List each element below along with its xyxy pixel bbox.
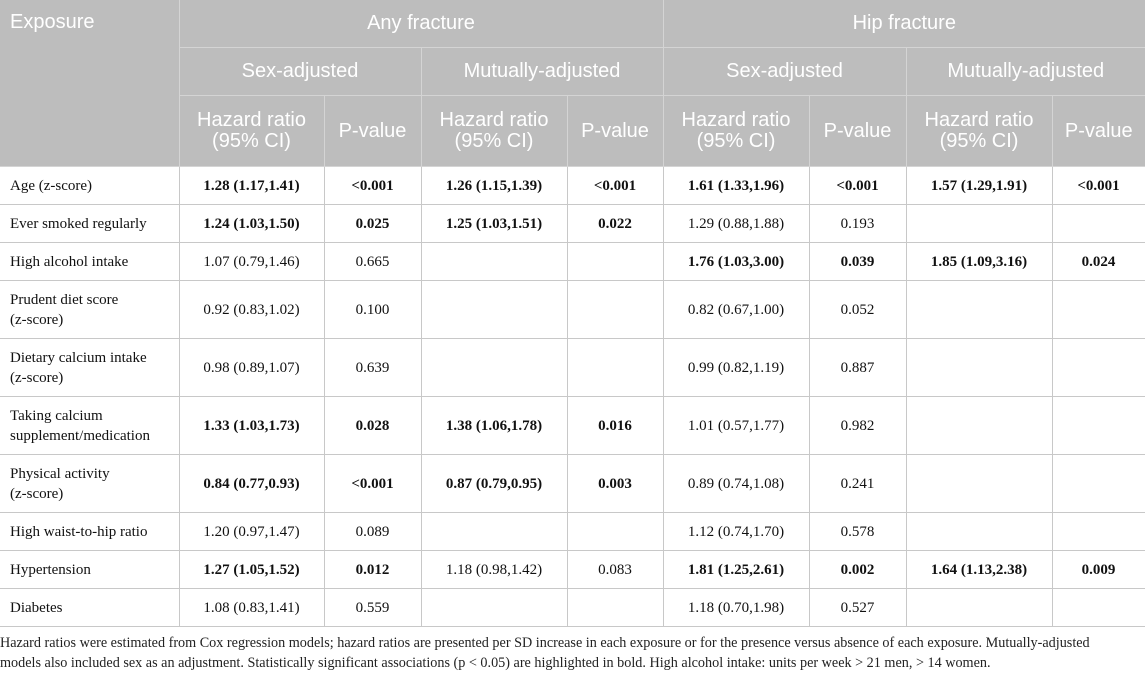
table-cell: 1.28 (1.17,1.41) xyxy=(179,167,324,205)
header-p-value: P-value xyxy=(809,96,906,167)
table-cell: 1.25 (1.03,1.51) xyxy=(421,205,567,243)
table-cell: 0.016 xyxy=(567,397,663,455)
table-cell xyxy=(567,513,663,551)
table-cell: 0.665 xyxy=(324,243,421,281)
exposure-cell: High alcohol intake xyxy=(0,243,179,281)
table-cell: 0.022 xyxy=(567,205,663,243)
header-any-fracture: Any fracture xyxy=(179,0,663,48)
table-row xyxy=(0,513,1145,551)
table-cell: 0.89 (0.74,1.08) xyxy=(663,455,809,513)
table-cell: 1.61 (1.33,1.96) xyxy=(663,167,809,205)
exposure-sublabel: (z-score) xyxy=(10,369,64,386)
table-cell xyxy=(421,243,567,281)
table-cell: 0.982 xyxy=(809,397,906,455)
table-cell: 1.24 (1.03,1.50) xyxy=(179,205,324,243)
table-cell: 0.84 (0.77,0.93) xyxy=(179,455,324,513)
header-p-value: P-value xyxy=(1052,96,1145,167)
exposure-cell: Ever smoked regularly xyxy=(0,205,179,243)
table-cell xyxy=(1052,339,1145,397)
table-row xyxy=(0,281,1145,339)
table-cell: 1.85 (1.09,3.16) xyxy=(906,243,1052,281)
table-cell: 1.26 (1.15,1.39) xyxy=(421,167,567,205)
exposure-cell xyxy=(0,455,179,513)
exposure-cell: Hypertension xyxy=(0,551,179,589)
table-cell: 1.29 (0.88,1.88) xyxy=(663,205,809,243)
exposure-cell xyxy=(0,339,179,397)
header-hip-sex-adjusted: Sex-adjusted xyxy=(663,48,906,96)
table-cell: 0.025 xyxy=(324,205,421,243)
ci-label: (95% CI) xyxy=(696,130,776,152)
table-cell xyxy=(421,339,567,397)
table-cell: 1.33 (1.03,1.73) xyxy=(179,397,324,455)
table-cell: 0.99 (0.82,1.19) xyxy=(663,339,809,397)
table-cell xyxy=(906,205,1052,243)
table-body xyxy=(0,167,1145,627)
table-cell: 1.01 (0.57,1.77) xyxy=(663,397,809,455)
header-p-value: P-value xyxy=(567,96,663,167)
table-cell xyxy=(567,243,663,281)
table-cell: 0.639 xyxy=(324,339,421,397)
table-cell: <0.001 xyxy=(567,167,663,205)
table-cell xyxy=(906,589,1052,627)
table-cell: 1.20 (0.97,1.47) xyxy=(179,513,324,551)
table-cell xyxy=(567,281,663,339)
table-cell: 0.012 xyxy=(324,551,421,589)
exposure-sublabel: (z-score) xyxy=(10,311,64,328)
table-cell xyxy=(567,339,663,397)
ci-label: (95% CI) xyxy=(454,130,534,152)
table-cell xyxy=(1052,589,1145,627)
exposure-sublabel: supplement/medication xyxy=(10,427,150,444)
table-cell: 0.083 xyxy=(567,551,663,589)
table-cell xyxy=(567,589,663,627)
table-cell: 1.64 (1.13,2.38) xyxy=(906,551,1052,589)
table-cell: 0.193 xyxy=(809,205,906,243)
table-cell xyxy=(906,397,1052,455)
ci-label: (95% CI) xyxy=(939,130,1019,152)
hazard-ratio-label: Hazard ratio xyxy=(197,109,306,131)
table-cell: 1.18 (0.98,1.42) xyxy=(421,551,567,589)
table-cell: 1.27 (1.05,1.52) xyxy=(179,551,324,589)
footnote-line: Hazard ratios were estimated from Cox regression models; hazard ratios are presented per SD increase in each exposure or for the presence versus absence of each exposure. Mutually-adjusted xyxy=(0,635,1090,651)
table-cell xyxy=(1052,281,1145,339)
hazard-ratio-label: Hazard ratio xyxy=(681,109,791,131)
table-cell xyxy=(906,513,1052,551)
table-cell: 1.57 (1.29,1.91) xyxy=(906,167,1052,205)
table-cell: 0.002 xyxy=(809,551,906,589)
ci-label: (95% CI) xyxy=(212,130,291,152)
table-row xyxy=(0,243,1145,281)
header-exposure: Exposure xyxy=(0,0,179,167)
header-hip-fracture: Hip fracture xyxy=(663,0,1145,48)
table-cell: 1.12 (0.74,1.70) xyxy=(663,513,809,551)
table-row xyxy=(0,339,1145,397)
table-cell: 0.82 (0.67,1.00) xyxy=(663,281,809,339)
table-cell xyxy=(1052,455,1145,513)
exposure-cell xyxy=(0,397,179,455)
header-any-sex-adjusted: Sex-adjusted xyxy=(179,48,421,96)
header-hip-mutually-adjusted: Mutually-adjusted xyxy=(906,48,1145,96)
table-cell: 1.81 (1.25,2.61) xyxy=(663,551,809,589)
table-row xyxy=(0,397,1145,455)
table-row xyxy=(0,551,1145,589)
header-any-mutually-adjusted: Mutually-adjusted xyxy=(421,48,663,96)
table-cell: 1.07 (0.79,1.46) xyxy=(179,243,324,281)
table-cell: 0.87 (0.79,0.95) xyxy=(421,455,567,513)
table-cell xyxy=(1052,397,1145,455)
table-cell: 0.92 (0.83,1.02) xyxy=(179,281,324,339)
exposure-label: Physical activity xyxy=(10,465,110,482)
exposure-label: Taking calcium xyxy=(10,407,103,424)
table-cell: <0.001 xyxy=(324,167,421,205)
hazard-ratio-label: Hazard ratio xyxy=(439,109,549,131)
table-footnote xyxy=(0,633,1140,673)
table-cell: 0.241 xyxy=(809,455,906,513)
table-cell xyxy=(1052,513,1145,551)
table-row xyxy=(0,455,1145,513)
table-cell: <0.001 xyxy=(1052,167,1145,205)
table-cell: 0.98 (0.89,1.07) xyxy=(179,339,324,397)
table-cell: 0.039 xyxy=(809,243,906,281)
table-cell: 0.089 xyxy=(324,513,421,551)
table-cell: 0.003 xyxy=(567,455,663,513)
hazard-ratio-label: Hazard ratio xyxy=(924,109,1034,131)
table-cell: 0.887 xyxy=(809,339,906,397)
table-row xyxy=(0,589,1145,627)
table-cell xyxy=(421,513,567,551)
table-cell: <0.001 xyxy=(324,455,421,513)
header-hazard-ratio xyxy=(421,96,567,167)
exposure-label: Dietary calcium intake xyxy=(10,349,147,366)
header-hazard-ratio xyxy=(906,96,1052,167)
table-cell: 0.527 xyxy=(809,589,906,627)
exposure-cell xyxy=(0,281,179,339)
table-cell: 1.38 (1.06,1.78) xyxy=(421,397,567,455)
table-row xyxy=(0,205,1145,243)
table-cell: 0.052 xyxy=(809,281,906,339)
table-cell: 0.578 xyxy=(809,513,906,551)
table-cell: 0.024 xyxy=(1052,243,1145,281)
table-cell: 0.028 xyxy=(324,397,421,455)
table-cell xyxy=(906,281,1052,339)
header-hazard-ratio xyxy=(179,96,324,167)
table-cell: 1.08 (0.83,1.41) xyxy=(179,589,324,627)
table-row xyxy=(0,167,1145,205)
table-cell: 0.100 xyxy=(324,281,421,339)
table-cell: 1.76 (1.03,3.00) xyxy=(663,243,809,281)
exposure-cell: Age (z-score) xyxy=(0,167,179,205)
table-cell xyxy=(421,589,567,627)
table-cell xyxy=(421,281,567,339)
table-cell: 1.18 (0.70,1.98) xyxy=(663,589,809,627)
exposure-sublabel: (z-score) xyxy=(10,485,64,502)
header-hazard-ratio xyxy=(663,96,809,167)
table-cell: <0.001 xyxy=(809,167,906,205)
header-p-value: P-value xyxy=(324,96,421,167)
exposure-cell: High waist-to-hip ratio xyxy=(0,513,179,551)
table-cell xyxy=(906,455,1052,513)
footnote-line: models also included sex as an adjustment. Statistically significant associations (p < 0.05) are highlighted in bold. High alcohol intake: units per week > 21 men, > 14 women. xyxy=(0,655,991,671)
table-header xyxy=(0,0,1145,167)
table-cell: 0.559 xyxy=(324,589,421,627)
exposure-label: Prudent diet score xyxy=(10,291,119,308)
table-cell xyxy=(1052,205,1145,243)
table-cell: 0.009 xyxy=(1052,551,1145,589)
exposure-cell: Diabetes xyxy=(0,589,179,627)
table-cell xyxy=(906,339,1052,397)
